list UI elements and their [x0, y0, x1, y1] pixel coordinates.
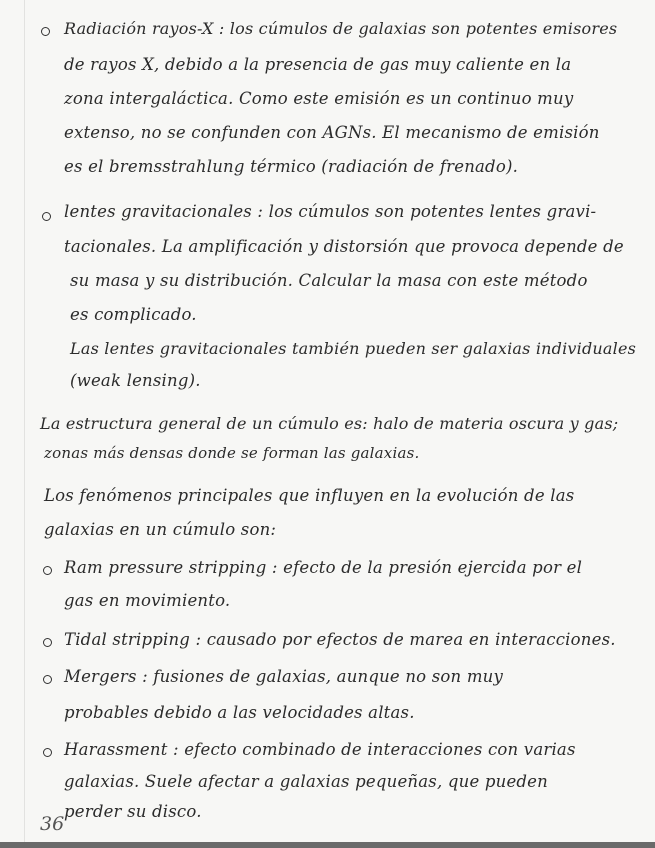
rayos-x-line-1: Radiación rayos-X : los cúmulos de galaxias son potentes emisores	[64, 19, 618, 38]
bullet-tidal	[43, 638, 52, 647]
rayos-x-line-3: zona intergaláctica. Como este emisión es un continuo muy	[64, 89, 574, 108]
bullet-ram	[43, 566, 52, 575]
lentes-line-1: lentes gravitacionales : los cúmulos son potentes lentes gravi-	[64, 202, 597, 221]
rayos-x-line-4: extenso, no se confunden con AGNs. El mecanismo de emisión	[64, 123, 600, 142]
lentes-line-3: su masa y su distribución. Calcular la masa con este método	[70, 271, 588, 290]
tidal-line-1: Tidal stripping : causado por efectos de marea en interacciones.	[64, 630, 616, 649]
lentes-line-5: Las lentes gravitacionales también pueden ser galaxias individuales	[70, 339, 637, 358]
estructura-line-1: La estructura general de un cúmulo es: halo de materia oscura y gas;	[40, 414, 619, 433]
harassment-line-2: galaxias. Suele afectar a galaxias pequeñas, que pueden	[64, 772, 548, 791]
bullet-harassment	[43, 748, 52, 757]
rayos-x-line-5: es el bremsstrahlung térmico (radiación de frenado).	[64, 157, 519, 176]
bullet-rayos-x	[41, 27, 50, 36]
ram-line-2: gas en movimiento.	[64, 591, 231, 610]
lentes-line-4: es complicado.	[70, 305, 197, 324]
scan-bottom-edge	[0, 842, 655, 848]
page-number: 36	[40, 813, 65, 835]
lentes-line-2: tacionales. La amplificación y distorsión que provoca depende de	[64, 237, 624, 256]
bullet-lentes	[42, 212, 51, 221]
mergers-line-2: probables debido a las velocidades altas.	[64, 703, 415, 722]
harassment-line-1: Harassment : efecto combinado de interacciones con varias	[64, 740, 576, 759]
lentes-line-6: (weak lensing).	[70, 371, 201, 390]
fenomenos-line-1: Los fenómenos principales que influyen en la evolución de las	[44, 486, 575, 505]
bullet-mergers	[43, 675, 52, 684]
fenomenos-line-2: galaxias en un cúmulo son:	[44, 520, 277, 539]
estructura-line-2: zonas más densas donde se forman las galaxias.	[44, 444, 420, 462]
rayos-x-line-2: de rayos X, debido a la presencia de gas muy caliente en la	[64, 55, 572, 74]
harassment-line-3: perder su disco.	[64, 802, 202, 821]
ram-line-1: Ram pressure stripping : efecto de la presión ejercida por el	[64, 558, 583, 577]
mergers-line-1: Mergers : fusiones de galaxias, aunque no son muy	[64, 667, 504, 686]
